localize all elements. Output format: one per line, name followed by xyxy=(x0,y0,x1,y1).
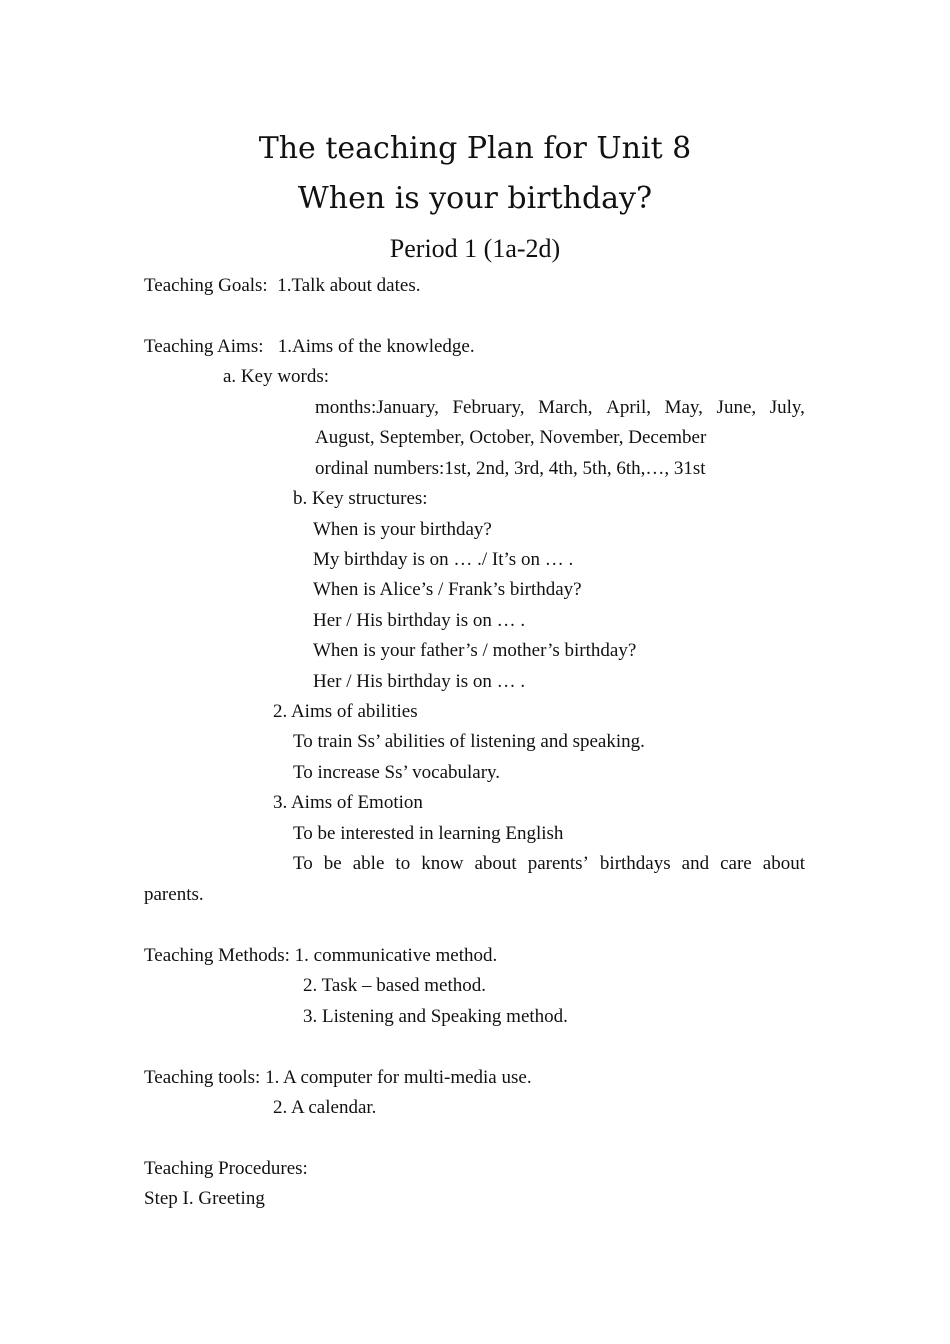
teaching-tools-label: Teaching tools: xyxy=(144,1067,261,1088)
months-word: July, xyxy=(769,397,805,418)
emotion-word: to xyxy=(395,853,411,874)
emotion-word: care xyxy=(720,853,752,874)
tool-item: 2. A calendar. xyxy=(273,1097,377,1118)
structure-line: My birthday is on … ./ It’s on … . xyxy=(313,549,574,570)
teaching-methods-label: Teaching Methods: xyxy=(144,945,290,966)
method-item: 2. Task – based method. xyxy=(303,975,487,996)
months-line xyxy=(315,396,805,420)
emotion-word: and xyxy=(681,853,710,874)
emotion-word: parents’ xyxy=(527,853,589,874)
teaching-goals-label: Teaching Goals: xyxy=(144,275,268,296)
teaching-aims xyxy=(144,335,475,359)
months-word: months:January, xyxy=(315,397,439,418)
months-word: February, xyxy=(452,397,525,418)
key-structures-heading: b. Key structures: xyxy=(293,488,428,509)
emotion-item-justified xyxy=(293,852,805,876)
teaching-tools xyxy=(144,1066,532,1090)
abilities-heading: 2. Aims of abilities xyxy=(273,701,418,722)
tool-item: 1. A computer for multi-media use. xyxy=(265,1067,532,1088)
months-line-2: August, September, October, November, December xyxy=(315,427,707,448)
emotion-word: be xyxy=(323,853,342,874)
emotion-item-continuation: parents. xyxy=(144,884,204,905)
period-label: Period 1 (1a-2d) xyxy=(389,234,561,263)
months-word: March, xyxy=(538,397,593,418)
key-words-heading: a. Key words: xyxy=(223,366,330,387)
structure-line: Her / His birthday is on … . xyxy=(313,610,526,631)
emotion-word: To xyxy=(293,853,313,874)
emotion-word: about xyxy=(762,853,805,874)
structure-line: When is your birthday? xyxy=(313,519,492,540)
structure-line: When is Alice’s / Frank’s birthday? xyxy=(313,579,582,600)
ability-item: To train Ss’ abilities of listening and speaking. xyxy=(293,731,645,752)
emotion-word: birthdays xyxy=(599,853,671,874)
structure-line: When is your father’s / mother’s birthday? xyxy=(313,640,637,661)
knowledge-heading: 1.Aims of the knowledge. xyxy=(277,336,475,357)
emotion-item: To be interested in learning English xyxy=(293,823,564,844)
months-word: June, xyxy=(716,397,757,418)
teaching-goals-item: 1.Talk about dates. xyxy=(277,275,421,296)
months-word: April, xyxy=(606,397,651,418)
structure-line: Her / His birthday is on … . xyxy=(313,671,526,692)
teaching-goals xyxy=(144,274,420,298)
emotion-word: about xyxy=(474,853,517,874)
emotion-word: know xyxy=(421,853,464,874)
months-word: May, xyxy=(664,397,703,418)
doc-subtitle-question: When is your birthday? xyxy=(297,181,653,216)
procedure-step: Step I. Greeting xyxy=(144,1188,265,1209)
teaching-aims-label: Teaching Aims: xyxy=(144,336,264,357)
teaching-procedures-label: Teaching Procedures: xyxy=(144,1158,308,1179)
method-item: 1. communicative method. xyxy=(294,945,498,966)
ordinal-numbers: ordinal numbers:1st, 2nd, 3rd, 4th, 5th, 6th,…, 31st xyxy=(315,458,706,479)
ability-item: To increase Ss’ vocabulary. xyxy=(293,762,501,783)
emotion-word: able xyxy=(352,853,385,874)
teaching-methods xyxy=(144,944,497,968)
doc-title: The teaching Plan for Unit 8 xyxy=(258,131,692,166)
method-item: 3. Listening and Speaking method. xyxy=(303,1006,568,1027)
emotion-heading: 3. Aims of Emotion xyxy=(273,792,423,813)
